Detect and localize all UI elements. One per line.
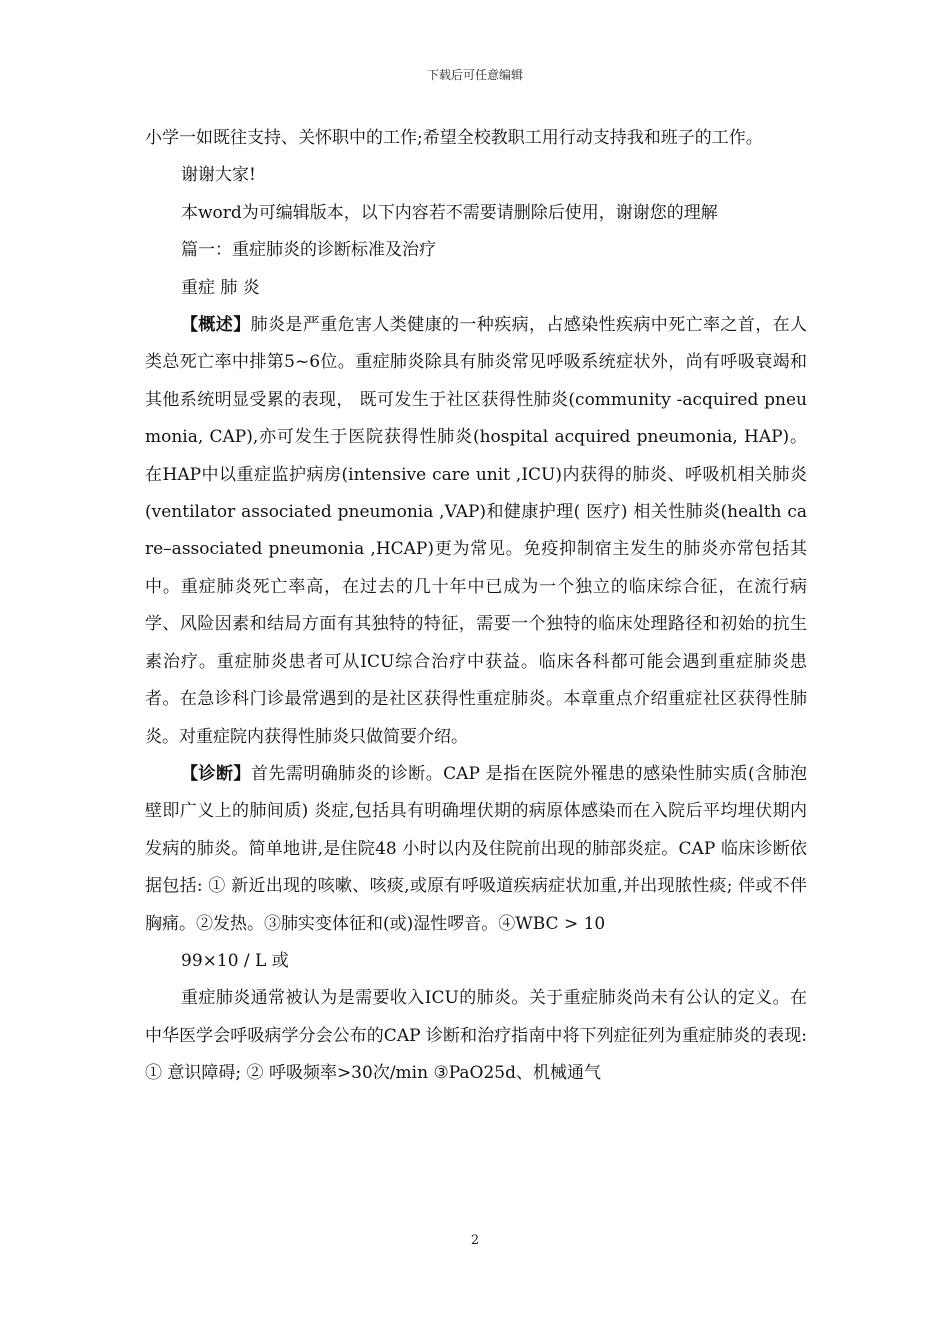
paragraph-severe-definition: 重症肺炎通常被认为是需要收入ICU的肺炎。关于重症肺炎尚未有公认的定义。在中华医学会呼吸病学分会公布的CAP 诊断和治疗指南中将下列症征列为重症肺炎的表现: ① 意识障碍; ② 呼吸频率>30次/min ③PaO25d、机械通气	[145, 988, 813, 1084]
overview-label: 【概述】	[181, 315, 251, 336]
overview-text: 肺炎是严重危害人类健康的一种疾病，占感染性疾病中死亡率之首，在人类总死亡率中排第5~6位。重症肺炎除具有肺炎常见呼吸系统症状外，尚有呼吸衰竭和其他系统明显受累的表现， 既可发生于社区获得性肺炎(community -acquired pneumonia, CAP),亦可发生于医院获得性肺炎(hospital acquired pneumonia, HAP)。在HAP中以重症监护病房(intensive care unit ,ICU)内获得的肺炎、呼吸机相关肺炎(ventilator associated pneumonia ,VAP)和健康护理( 医疗) 相关性肺炎(health care–associated pneumonia ,HCAP)更为常见。免疫抑制宿主发生的肺炎亦常包括其中。重症肺炎死亡率高，在过去的几十年中已成为一个独立的临床综合征，在流行病学、风险因素和结局方面有其独特的特征，需要一个独特的临床处理路径和初始的抗生素治疗。重症肺炎患者可从ICU综合治疗中获益。临床各科都可能会遇到重症肺炎患者。在急诊科门诊最常遇到的是社区获得性重症肺炎。本章重点介绍重症社区获得性肺炎。对重症院内获得性肺炎只做简要介绍。	[145, 315, 808, 747]
diagnosis-label: 【诊断】	[181, 763, 251, 784]
page-number: 2	[470, 1233, 480, 1248]
section-title: 篇一：重症肺炎的诊断标准及治疗	[181, 240, 436, 261]
paragraph-continuation: 小学一如既往支持、关怀职中的工作;希望全校教职工用行动支持我和班子的工作。	[145, 128, 763, 148]
paragraph-thanks: 谢谢大家!	[181, 165, 256, 186]
diagnosis-text: 首先需明确肺炎的诊断。CAP 是指在医院外罹患的感染性肺实质(含肺泡壁即广义上的肺间质) 炎症,包括具有明确埋伏期的病原体感染而在入院后平均埋伏期内发病的肺炎。简单地讲,是住院48 小时以内及住院前出现的肺部炎症。CAP 临床诊断依据包括: ① 新近出现的咳嗽、咳痰,或原有呼吸道疾病症状加重,并出现脓性痰; 伴或不伴胸痛。②发热。③肺实变体征和(或)湿性啰音。④WBC > 10	[145, 763, 808, 934]
paragraph-overview	[145, 307, 807, 756]
paragraph-diagnosis	[145, 756, 807, 943]
article-heading: 重症 肺 炎	[181, 277, 260, 298]
paragraph-formula-fragment: 99×10 / L 或	[181, 950, 289, 971]
page-header: 下载后可任意编辑	[426, 68, 523, 82]
paragraph-editable-note: 本word为可编辑版本，以下内容若不需要请删除后使用，谢谢您的理解	[181, 202, 718, 223]
document-body	[145, 120, 813, 1093]
